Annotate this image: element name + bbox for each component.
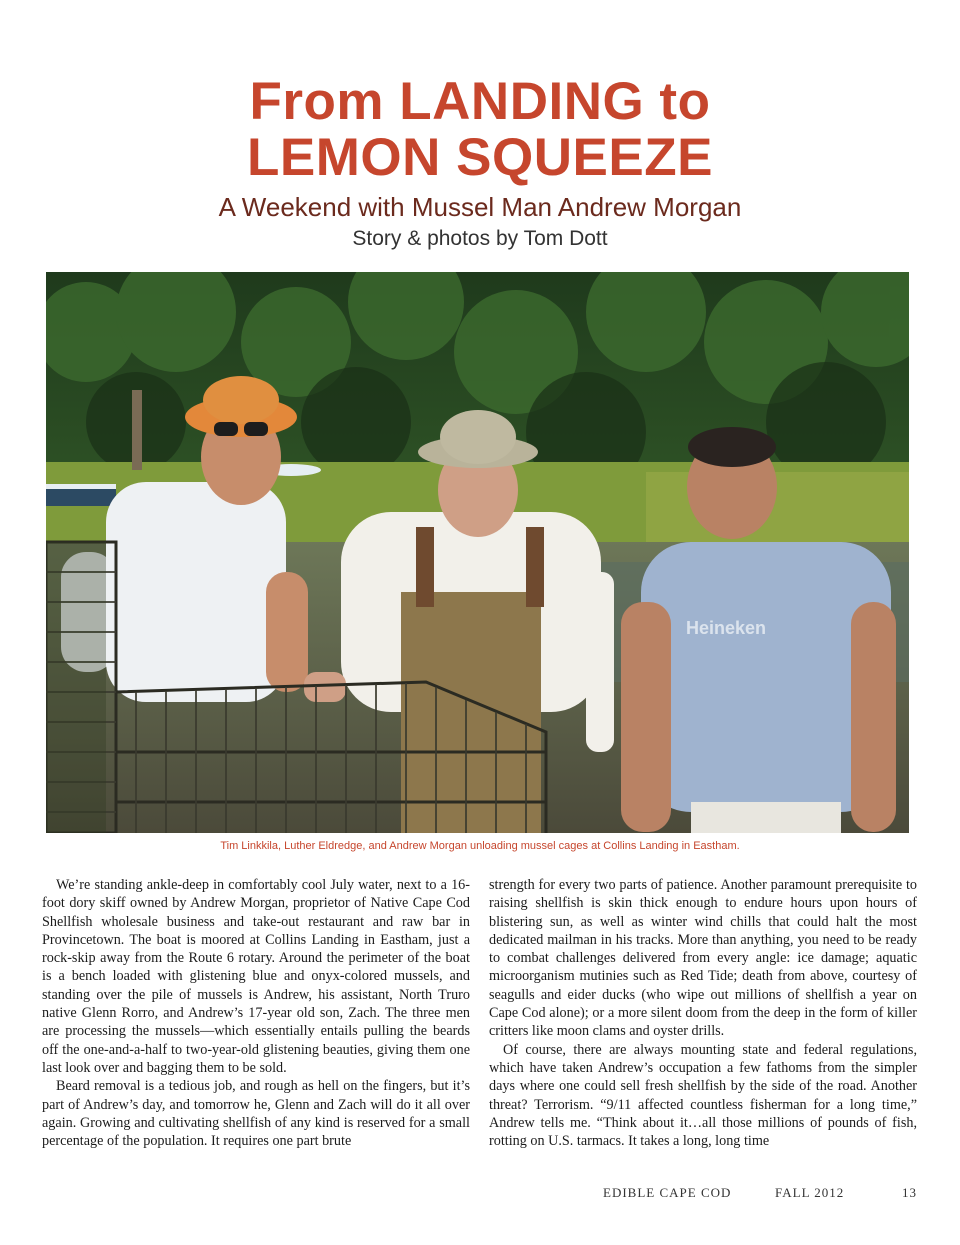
footer-page-number: 13	[902, 1185, 917, 1200]
photo-caption: Tim Linkkila, Luther Eldredge, and Andrew Morgan unloading mussel cages at Collins Landing in Eastham.	[220, 840, 740, 852]
footer-issue: FALL 2012	[775, 1185, 845, 1200]
body-paragraph: Of course, there are always mounting state and federal regulations, which have taken Andrew’s occupation a few fathoms from the simpler days where one could sell fresh shellfish by the side of the road. Another threat? Terrorism. “9/11 affected countless fisherman for a long time,” Andrew tells me. “Think about it…all those millions of pounds of fish, rotting on U.S. tarmacs. It takes a long, long time	[489, 1041, 917, 1150]
article-title-line-2: LEMON SQUEEZE	[247, 128, 713, 187]
shirt-heineken-text: Heineken	[686, 618, 767, 638]
body-paragraph: strength for every two parts of patience. Another paramount prerequisite to raising shellfish is skin thick enough to endure hours upon hours of blistering sun, as well as winter wind chills that could halt the most dedicated mailman in his tracks. More than anything, you need to be ready to combat challenges delivered from every angle: ice damage; aquatic microorganism mutinies such as Red Tide; death from above, courtesy of seagulls and eider ducks (who wipe out millions of shellfish a year on Cape Cod alone); or a more silent doom from the deep in the form of killer critters like moon clams and oyster drills.	[489, 877, 917, 1040]
article-header	[0, 74, 960, 252]
body-paragraph: We’re standing ankle-deep in comfortably cool July water, next to a 16-foot dory skiff owned by Andrew Morgan, proprietor of Native Cape Cod Shellfish wholesale business and take-out restaurant and raw bar in Provincetown. The boat is moored at Collins Landing in Eastham, just a rock-skip away from the Route 6 rotary. Around the perimeter of the boat is a bench loaded with glistening blue and onyx-colored mussels, and standing over the pile of mussels is Andrew, his assistant, North Truro native Glenn Rorro, and Andrew’s 17-year old son, Zach. The three men are processing the mussels—which essentially entails pulling the beards off the one-and-a-half to two-year-old glistening beauties, giving them one last look over and bagging them to be sold.	[42, 877, 470, 1076]
footer-publication: EDIBLE CAPE COD	[603, 1185, 732, 1200]
article-byline: Story & photos by Tom Dott	[352, 227, 608, 250]
article-subtitle: A Weekend with Mussel Man Andrew Morgan	[218, 192, 742, 222]
article-photo	[46, 272, 909, 833]
article-title-line-1: From LANDING to	[249, 72, 711, 131]
body-column-right	[489, 876, 917, 1150]
body-paragraph: Beard removal is a tedious job, and rough as hell on the fingers, but it’s part of Andrew’s day, and tomorrow he, Glenn and Zach will do it all over again. Growing and cultivating shellfish of any kind is reserved for a small percentage of the population. It requires one part brute	[42, 1078, 470, 1150]
body-column-left	[42, 876, 470, 1150]
